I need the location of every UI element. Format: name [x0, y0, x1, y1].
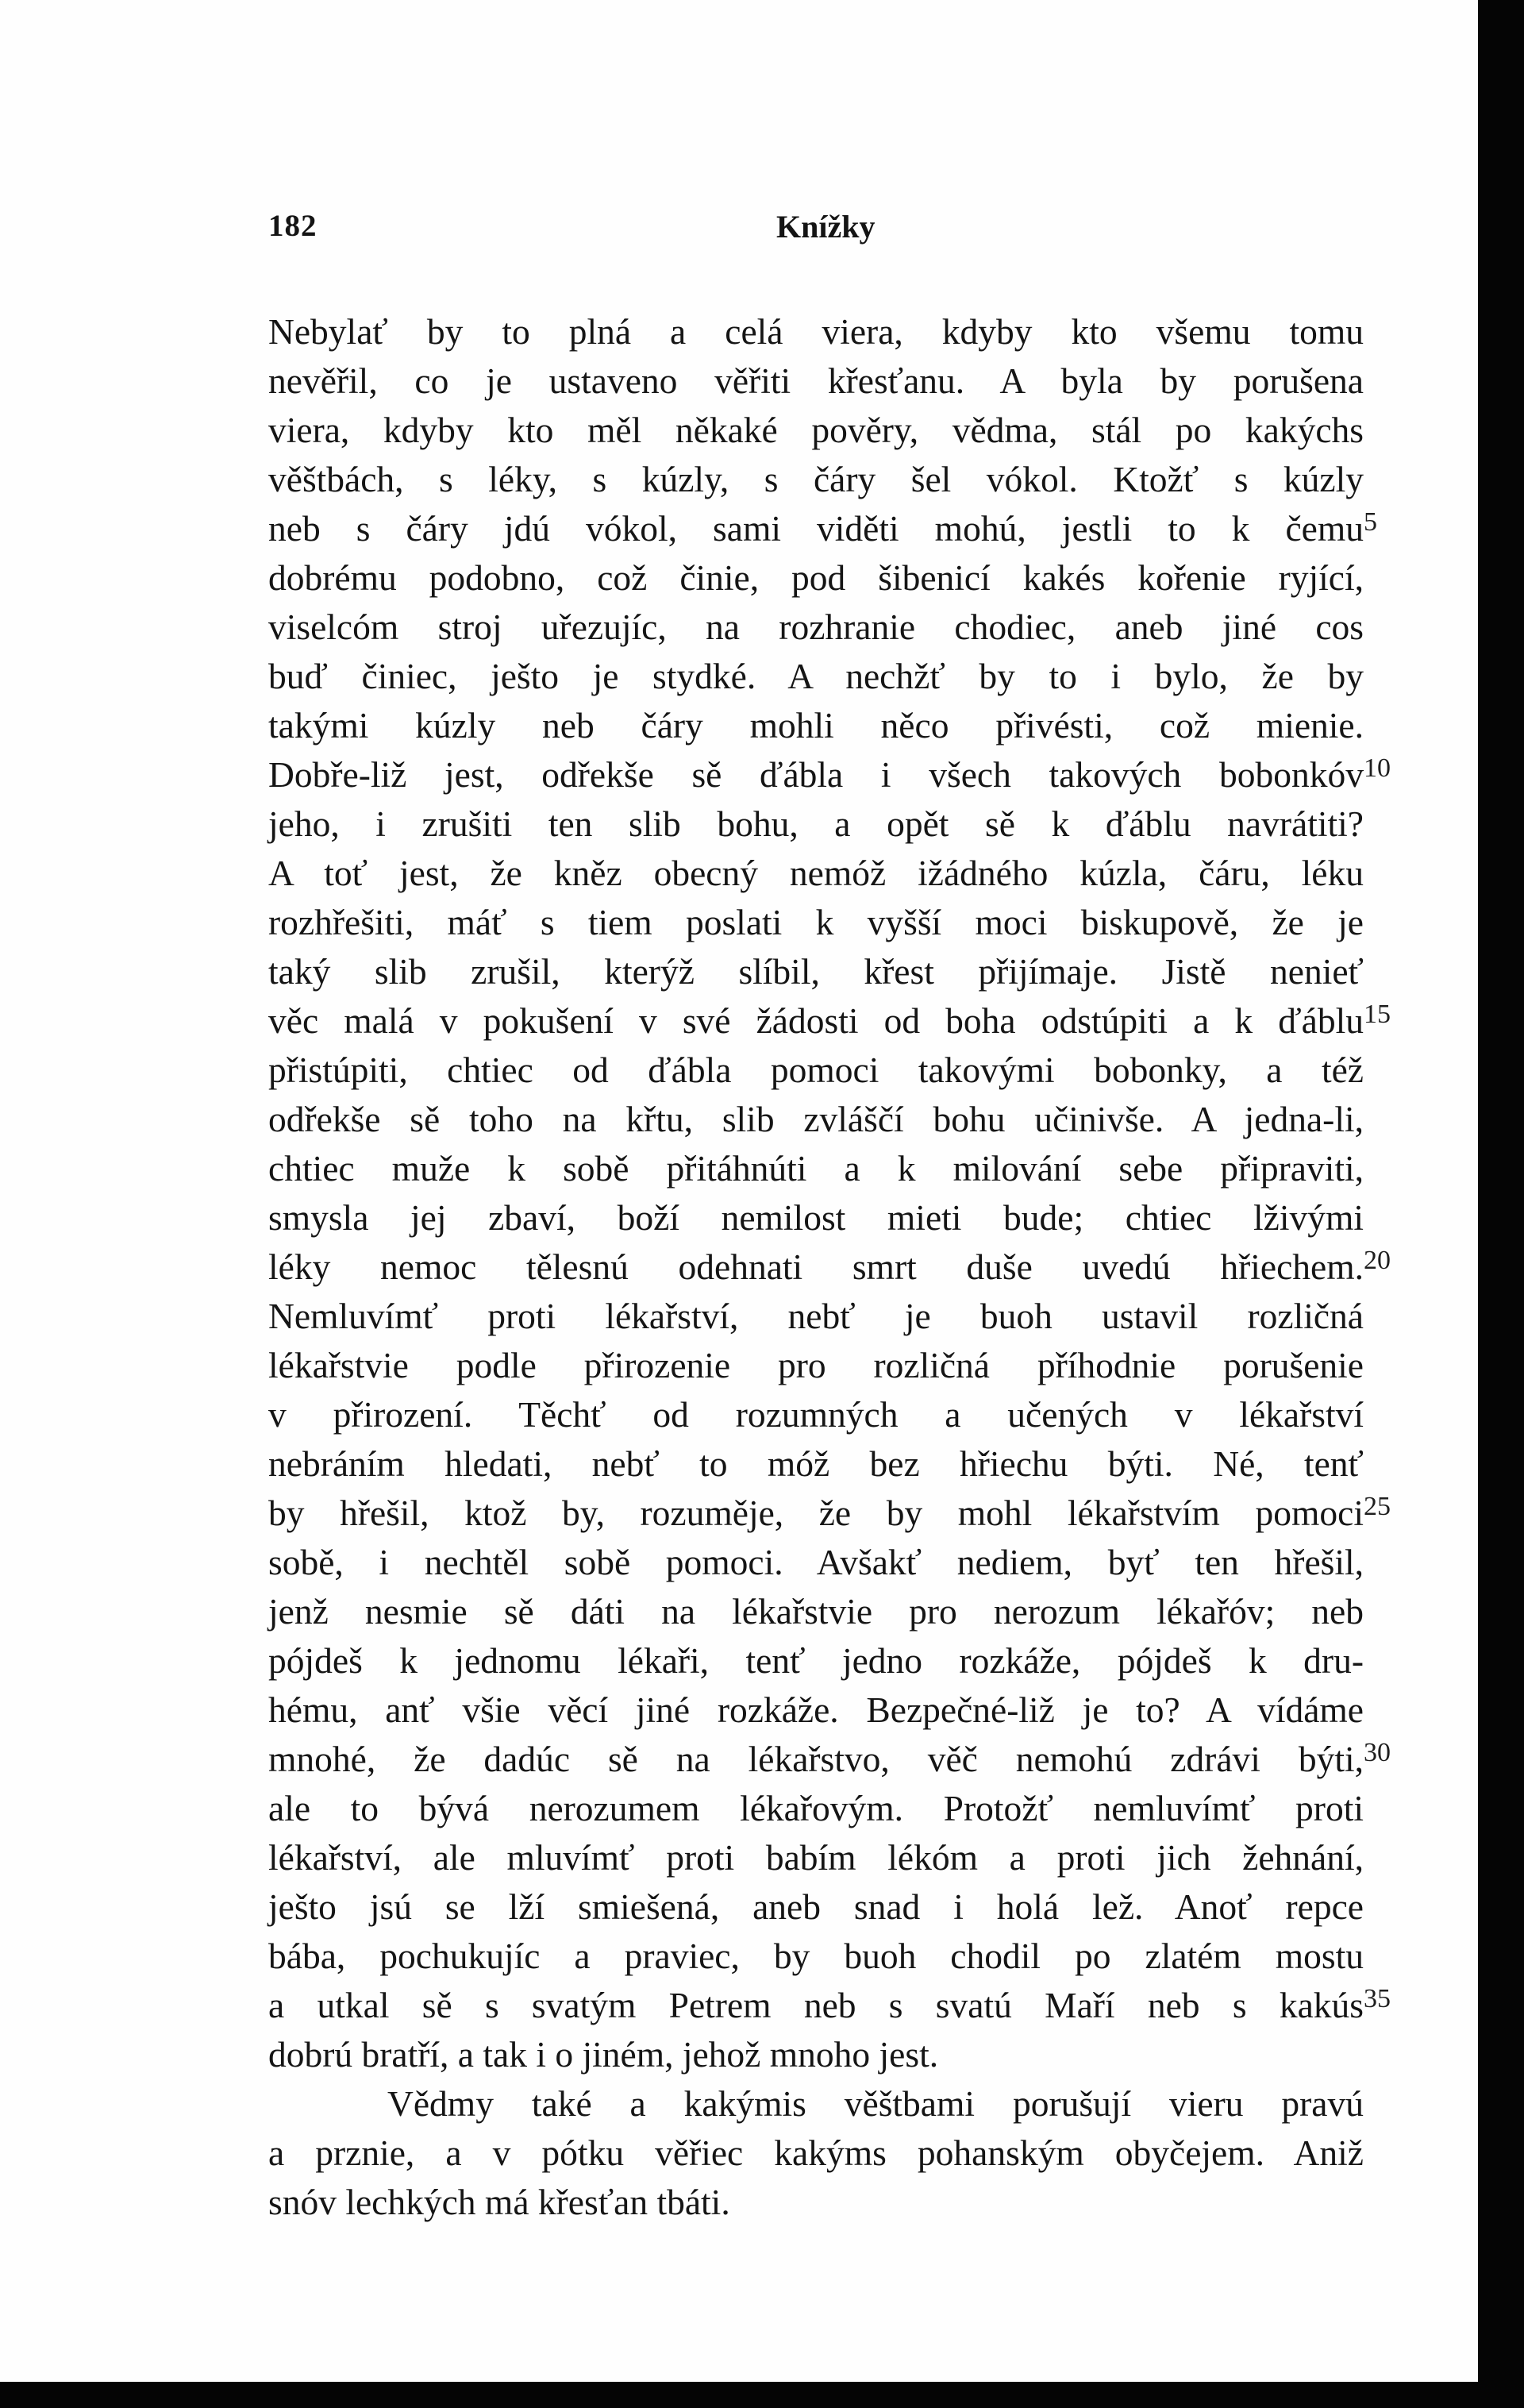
line-number-25: 25	[1364, 1492, 1391, 1521]
text-line: smysla jej zbaví, boží nemilost mieti bude; chtiec lživými	[268, 1197, 1364, 1238]
text-line: jenž nesmie sě dáti na lékařstvie pro nerozum lékařóv; neb	[268, 1591, 1364, 1632]
page-number: 182	[268, 209, 318, 243]
text-line: lékařství, ale mluvímť proti babím lékóm a proti jich žehnání,	[268, 1837, 1364, 1878]
running-title: Knížky	[776, 209, 876, 245]
text-line: Nemluvímť proti lékařství, nebť je buoh ustavil rozličná	[268, 1296, 1364, 1336]
paragraph-first-line: Vědmy také a kakýmis věštbami porušují vieru pravú	[387, 2083, 1364, 2124]
text-line: v přirození. Těchť od rozumných a učených v lékařství	[268, 1394, 1364, 1435]
line-number-10: 10	[1364, 753, 1391, 783]
text-line: pójdeš k jednomu lékaři, tenť jedno rozkáže, pójdeš k dru-	[268, 1640, 1364, 1681]
text-line: viselcóm stroj uřezujíc, na rozhranie chodiec, aneb jiné cos	[268, 607, 1364, 647]
text-line: dobrému podobno, což činie, pod šibenicí kakés kořenie ryjící,	[268, 557, 1364, 598]
scan-border-right	[1478, 0, 1524, 2408]
text-line: věštbách, s léky, s kúzly, s čáry šel vókol. Ktožť s kúzly	[268, 459, 1364, 499]
text-line: buď činiec, ješto je stydké. A nechžť by to i bylo, že by	[268, 656, 1364, 696]
text-line: bába, pochukujíc a praviec, by buoh chodil po zlatém mostu	[268, 1936, 1364, 1976]
line-number-30: 30	[1364, 1738, 1391, 1767]
text-line: A toť jest, že kněz obecný nemóž ižádného kúzla, čáru, léku	[268, 853, 1364, 893]
text-line: ale to bývá nerozumem lékařovým. Protožť nemluvímť proti	[268, 1788, 1364, 1828]
line-number-20: 20	[1364, 1246, 1391, 1275]
text-line: lékařstvie podle přirozenie pro rozličná příhodnie porušenie	[268, 1345, 1364, 1385]
text-line: nebráním hledati, nebť to móž bez hřiechu býti. Né, tenť	[268, 1443, 1364, 1484]
text-line: odřekše sě toho na křtu, slib zvláščí bohu učinivše. A jedna-li,	[268, 1099, 1364, 1139]
page-header	[268, 208, 876, 248]
text-line: chtiec muže k sobě přitáhnúti a k milování sebe připraviti,	[268, 1148, 1364, 1189]
text-line: a utkal sě s svatým Petrem neb s svatú Maří neb s kakús	[268, 1985, 1364, 2025]
text-line: věc malá v pokušení v své žádosti od boha odstúpiti a k ďáblu	[268, 1000, 1364, 1041]
text-line: hému, anť všie věcí jiné rozkáže. Bezpečné-liž je to? A vídáme	[268, 1689, 1364, 1730]
text-line: Nebylať by to plná a celá viera, kdyby kto všemu tomu	[268, 311, 1364, 352]
text-line: mnohé, že dadúc sě na lékařstvo, věč nemohú zdrávi býti,	[268, 1739, 1364, 1779]
text-line: jeho, i zrušiti ten slib bohu, a opět sě k ďáblu navrátiti?	[268, 803, 1364, 844]
text-line: léky nemoc tělesnú odehnati smrt duše uvedú hřiechem.	[268, 1246, 1364, 1287]
text-line: by hřešil, ktož by, rozuměje, že by mohl lékařstvím pomoci	[268, 1493, 1364, 1533]
text-line: viera, kdyby kto měl někaké pověry, vědma, stál po kakýchs	[268, 410, 1364, 450]
text-line: takými kúzly neb čáry mohli něco přivésti, což mienie.	[268, 705, 1364, 746]
text-line: přistúpiti, chtiec od ďábla pomoci takovými bobonky, a též	[268, 1050, 1364, 1090]
line-number-15: 15	[1364, 1000, 1391, 1029]
text-line: neb s čáry jdú vókol, sami viděti mohú, jestli to k čemu	[268, 508, 1364, 549]
line-number-35: 35	[1364, 1984, 1391, 2013]
text-line: sobě, i nechtěl sobě pomoci. Avšakť nediem, byť ten hřešil,	[268, 1542, 1364, 1582]
text-line: dobrú bratří, a tak i o jiném, jehož mnoho jest.	[268, 2034, 939, 2075]
text-line: ješto jsú se lží smiešená, aneb snad i holá lež. Anoť repce	[268, 1886, 1364, 1927]
text-line: snóv lechkých má křesťan tbáti.	[268, 2182, 730, 2222]
text-line: taký slib zrušil, kterýž slíbil, křest přijímaje. Jistě nenieť	[268, 951, 1364, 992]
body-text	[268, 307, 1364, 2227]
text-line: a prznie, a v pótku věřiec kakýms pohanským obyčejem. Aniž	[268, 2133, 1364, 2173]
text-line: Dobře-liž jest, odřekše sě ďábla i všech takových bobonkóv	[268, 754, 1364, 795]
text-line: nevěřil, co je ustaveno věřiti křesťanu. A byla by porušena	[268, 360, 1364, 401]
scan-border-bottom	[0, 2382, 1524, 2408]
line-number-5: 5	[1364, 507, 1377, 537]
text-line: rozhřešiti, máť s tiem poslati k vyšší moci biskupově, že je	[268, 902, 1364, 942]
